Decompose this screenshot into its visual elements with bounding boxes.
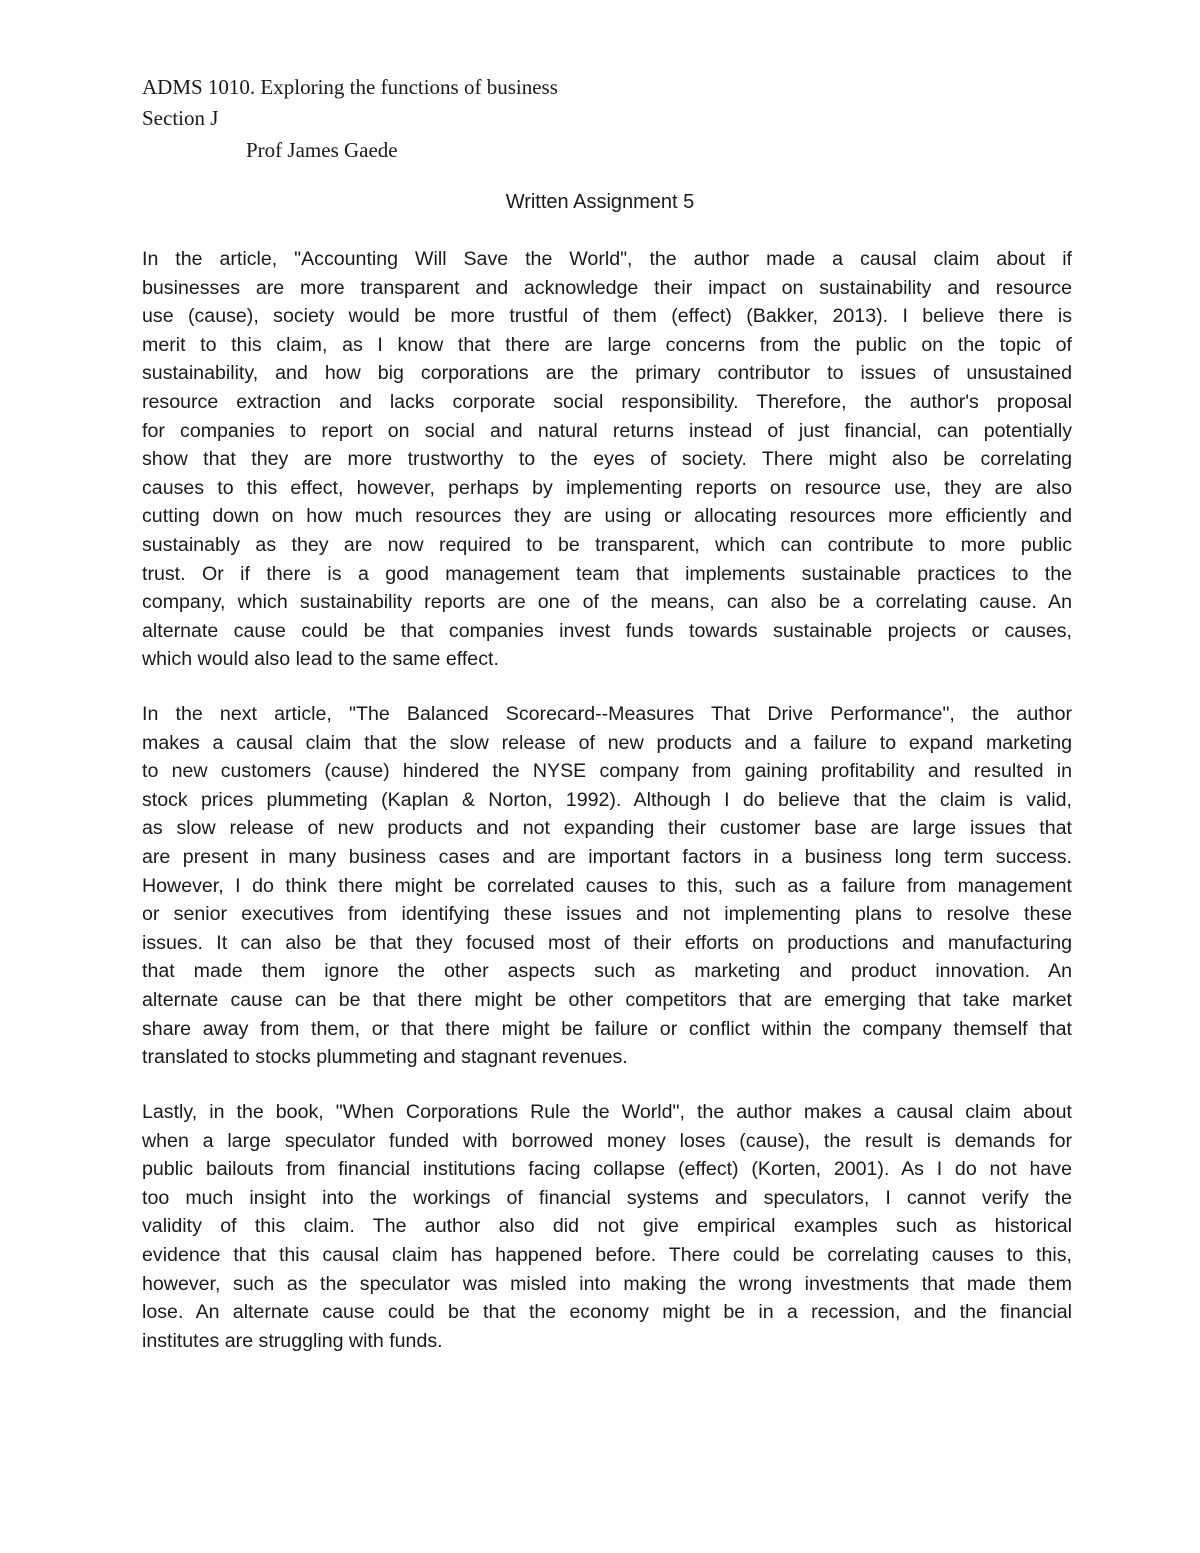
paragraph-line: share away from them, or that there might be failure or conflict within the company themself that	[142, 1017, 1072, 1040]
paragraph-line: lose. An alternate cause could be that the economy might be in a recession, and the financial	[142, 1301, 1072, 1324]
paragraph-line: however, such as the speculator was misled into making the wrong investments that made them	[142, 1272, 1072, 1295]
paragraph-line: or senior executives from identifying these issues and not implementing plans to resolve these	[142, 903, 1072, 926]
paragraph-line: too much insight into the workings of financial systems and speculators, I cannot verify the	[142, 1186, 1072, 1209]
paragraph-balanced-scorecard	[142, 700, 1072, 1072]
assignment-title: Written Assignment 5	[505, 191, 695, 213]
paragraph-line: makes a causal claim that the slow release of new products and a failure to expand marketing	[142, 731, 1072, 754]
paragraph-line: In the next article, "The Balanced Scorecard--Measures That Drive Performance", the author	[142, 703, 1072, 725]
paragraph-line: cutting down on how much resources they are using or allocating resources more efficiently and	[142, 505, 1072, 528]
paragraph-line: sustainability, and how big corporations are the primary contributor to issues of unsustained	[142, 362, 1072, 385]
paragraph-line: as slow release of new products and not expanding their customer base are large issues that	[142, 817, 1072, 840]
paragraph-line: Lastly, in the book, "When Corporations Rule the World", the author makes a causal claim about	[142, 1101, 1072, 1123]
paragraph-line: trust. Or if there is a good management team that implements sustainable practices to the	[142, 562, 1072, 585]
professor-name: Prof James Gaede	[246, 138, 398, 162]
paragraph-line: show that they are more trustworthy to the eyes of society. There might also be correlating	[142, 448, 1072, 471]
section-label: Section J	[142, 106, 219, 130]
paragraph-accounting	[142, 245, 1072, 674]
paragraph-line: evidence that this causal claim has happened before. There could be correlating causes to this,	[142, 1243, 1072, 1266]
course-title: ADMS 1010. Exploring the functions of business	[142, 75, 558, 99]
paragraph-line: institutes are struggling with funds.	[142, 1329, 443, 1352]
paragraph-line: merit to this claim, as I know that there are large concerns from the public on the topic of	[142, 333, 1072, 356]
paragraph-line: stock prices plummeting (Kaplan & Norton, 1992). Although I do believe that the claim is valid,	[142, 788, 1072, 811]
paragraph-line: In the article, "Accounting Will Save the World", the author made a causal claim about if	[142, 248, 1072, 270]
paragraph-line: which would also lead to the same effect.	[142, 648, 499, 671]
paragraph-line: for companies to report on social and natural returns instead of just financial, can potentially	[142, 419, 1072, 442]
paragraph-line: However, I do think there might be correlated causes to this, such as a failure from management	[142, 874, 1072, 897]
paragraph-line: sustainably as they are now required to be transparent, which can contribute to more public	[142, 533, 1072, 556]
paragraph-line: alternate cause could be that companies invest funds towards sustainable projects or causes,	[142, 619, 1072, 642]
paragraph-line: validity of this claim. The author also did not give empirical examples such as historical	[142, 1215, 1072, 1238]
paragraph-line: resource extraction and lacks corporate social responsibility. Therefore, the author's proposal	[142, 390, 1072, 413]
paragraph-line: businesses are more transparent and acknowledge their impact on sustainability and resource	[142, 276, 1072, 299]
paragraph-line: issues. It can also be that they focused most of their efforts on productions and manufacturing	[142, 931, 1072, 954]
paragraph-line: when a large speculator funded with borrowed money loses (cause), the result is demands for	[142, 1129, 1072, 1152]
paragraph-line: causes to this effect, however, perhaps by implementing reports on resource use, they are also	[142, 476, 1072, 499]
paragraph-line: company, which sustainability reports are one of the means, can also be a correlating cause. An	[142, 591, 1072, 614]
paragraph-line: alternate cause can be that there might be other competitors that are emerging that take market	[142, 988, 1072, 1011]
paragraph-line: to new customers (cause) hindered the NYSE company from gaining profitability and resulted in	[142, 760, 1072, 783]
paragraph-line: are present in many business cases and are important factors in a business long term success.	[142, 845, 1072, 868]
paragraph-line: that made them ignore the other aspects such as marketing and product innovation. An	[142, 960, 1072, 983]
paragraph-line: translated to stocks plummeting and stagnant revenues.	[142, 1046, 628, 1069]
paragraph-line: use (cause), society would be more trustful of them (effect) (Bakker, 2013). I believe there is	[142, 305, 1072, 328]
paragraph-corporations	[142, 1098, 1072, 1355]
paragraph-line: public bailouts from financial institutions facing collapse (effect) (Korten, 2001). As I do not have	[142, 1158, 1072, 1181]
